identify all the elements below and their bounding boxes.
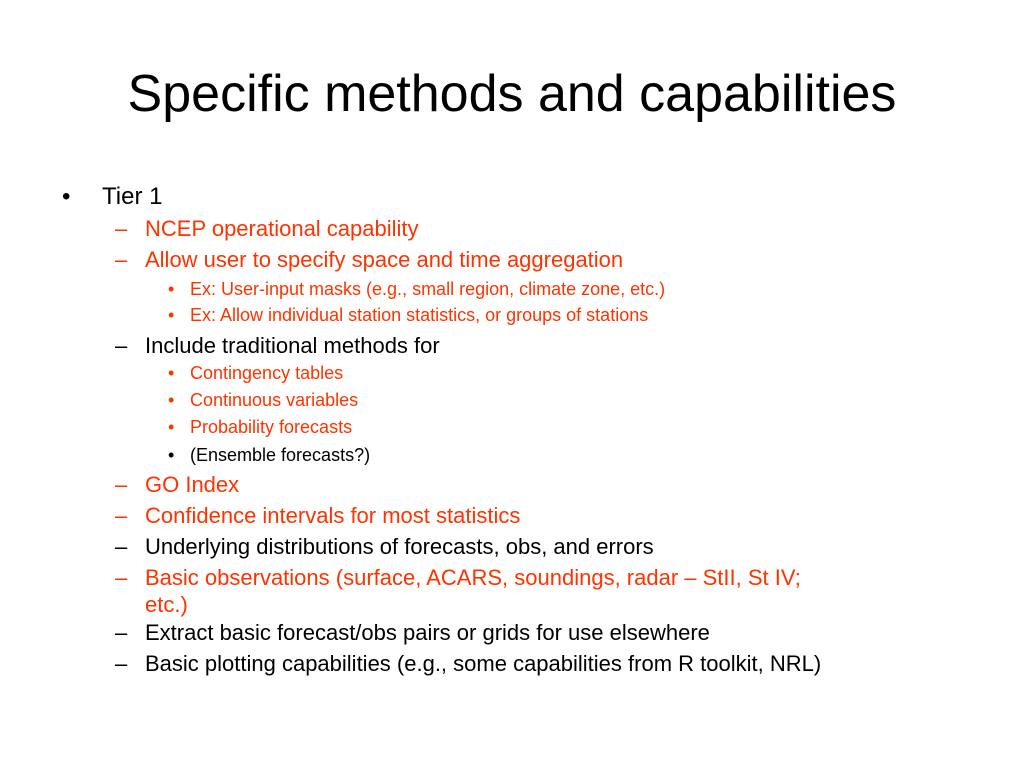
bullet-text: Tier 1 xyxy=(102,183,163,210)
bullet-marker: • xyxy=(168,279,175,299)
bullet-text: Basic observations (surface, ACARS, soundings, radar – StII, St IV; xyxy=(145,565,801,590)
bullet-text: Extract basic forecast/obs pairs or grids for use elsewhere xyxy=(145,620,710,645)
bullet-text-continued: etc.) xyxy=(145,592,188,617)
dash-marker: – xyxy=(115,503,128,528)
bullet-text: Ex: User-input masks (e.g., small region, climate zone, etc.) xyxy=(190,279,666,299)
bullet-text: GO Index xyxy=(145,472,240,497)
dash-marker: – xyxy=(115,247,128,272)
bullet-marker: • xyxy=(168,417,175,437)
bullet-marker: • xyxy=(168,305,175,325)
dash-marker: – xyxy=(115,620,128,645)
slide-title: Specific methods and capabilities xyxy=(127,65,897,123)
bullet-marker: • xyxy=(168,363,175,383)
dash-marker: – xyxy=(115,216,128,241)
bullet-text: Include traditional methods for xyxy=(145,333,440,358)
bullet-text: NCEP operational capability xyxy=(145,216,419,241)
dash-marker: – xyxy=(115,651,128,676)
bullet-text: Continuous variables xyxy=(190,390,359,410)
bullet-text: Probability forecasts xyxy=(190,417,353,437)
dash-marker: – xyxy=(115,333,128,358)
bullet-text: Basic plotting capabilities (e.g., some capabilities from R toolkit, NRL) xyxy=(145,651,822,676)
dash-marker: – xyxy=(115,472,128,497)
bullet-marker: • xyxy=(168,445,175,465)
bullet-marker: • xyxy=(168,390,175,410)
bullet-marker: • xyxy=(62,183,71,210)
bullet-text: Ex: Allow individual station statistics, or groups of stations xyxy=(190,305,649,325)
dash-marker: – xyxy=(115,565,128,590)
bullet-text: Contingency tables xyxy=(190,363,344,383)
dash-marker: – xyxy=(115,534,128,559)
bullet-text: Underlying distributions of forecasts, obs, and errors xyxy=(145,534,654,559)
bullet-text: Confidence intervals for most statistics xyxy=(145,503,521,528)
bullet-text: Allow user to specify space and time aggregation xyxy=(145,247,624,272)
bullet-text: (Ensemble forecasts?) xyxy=(190,445,371,465)
